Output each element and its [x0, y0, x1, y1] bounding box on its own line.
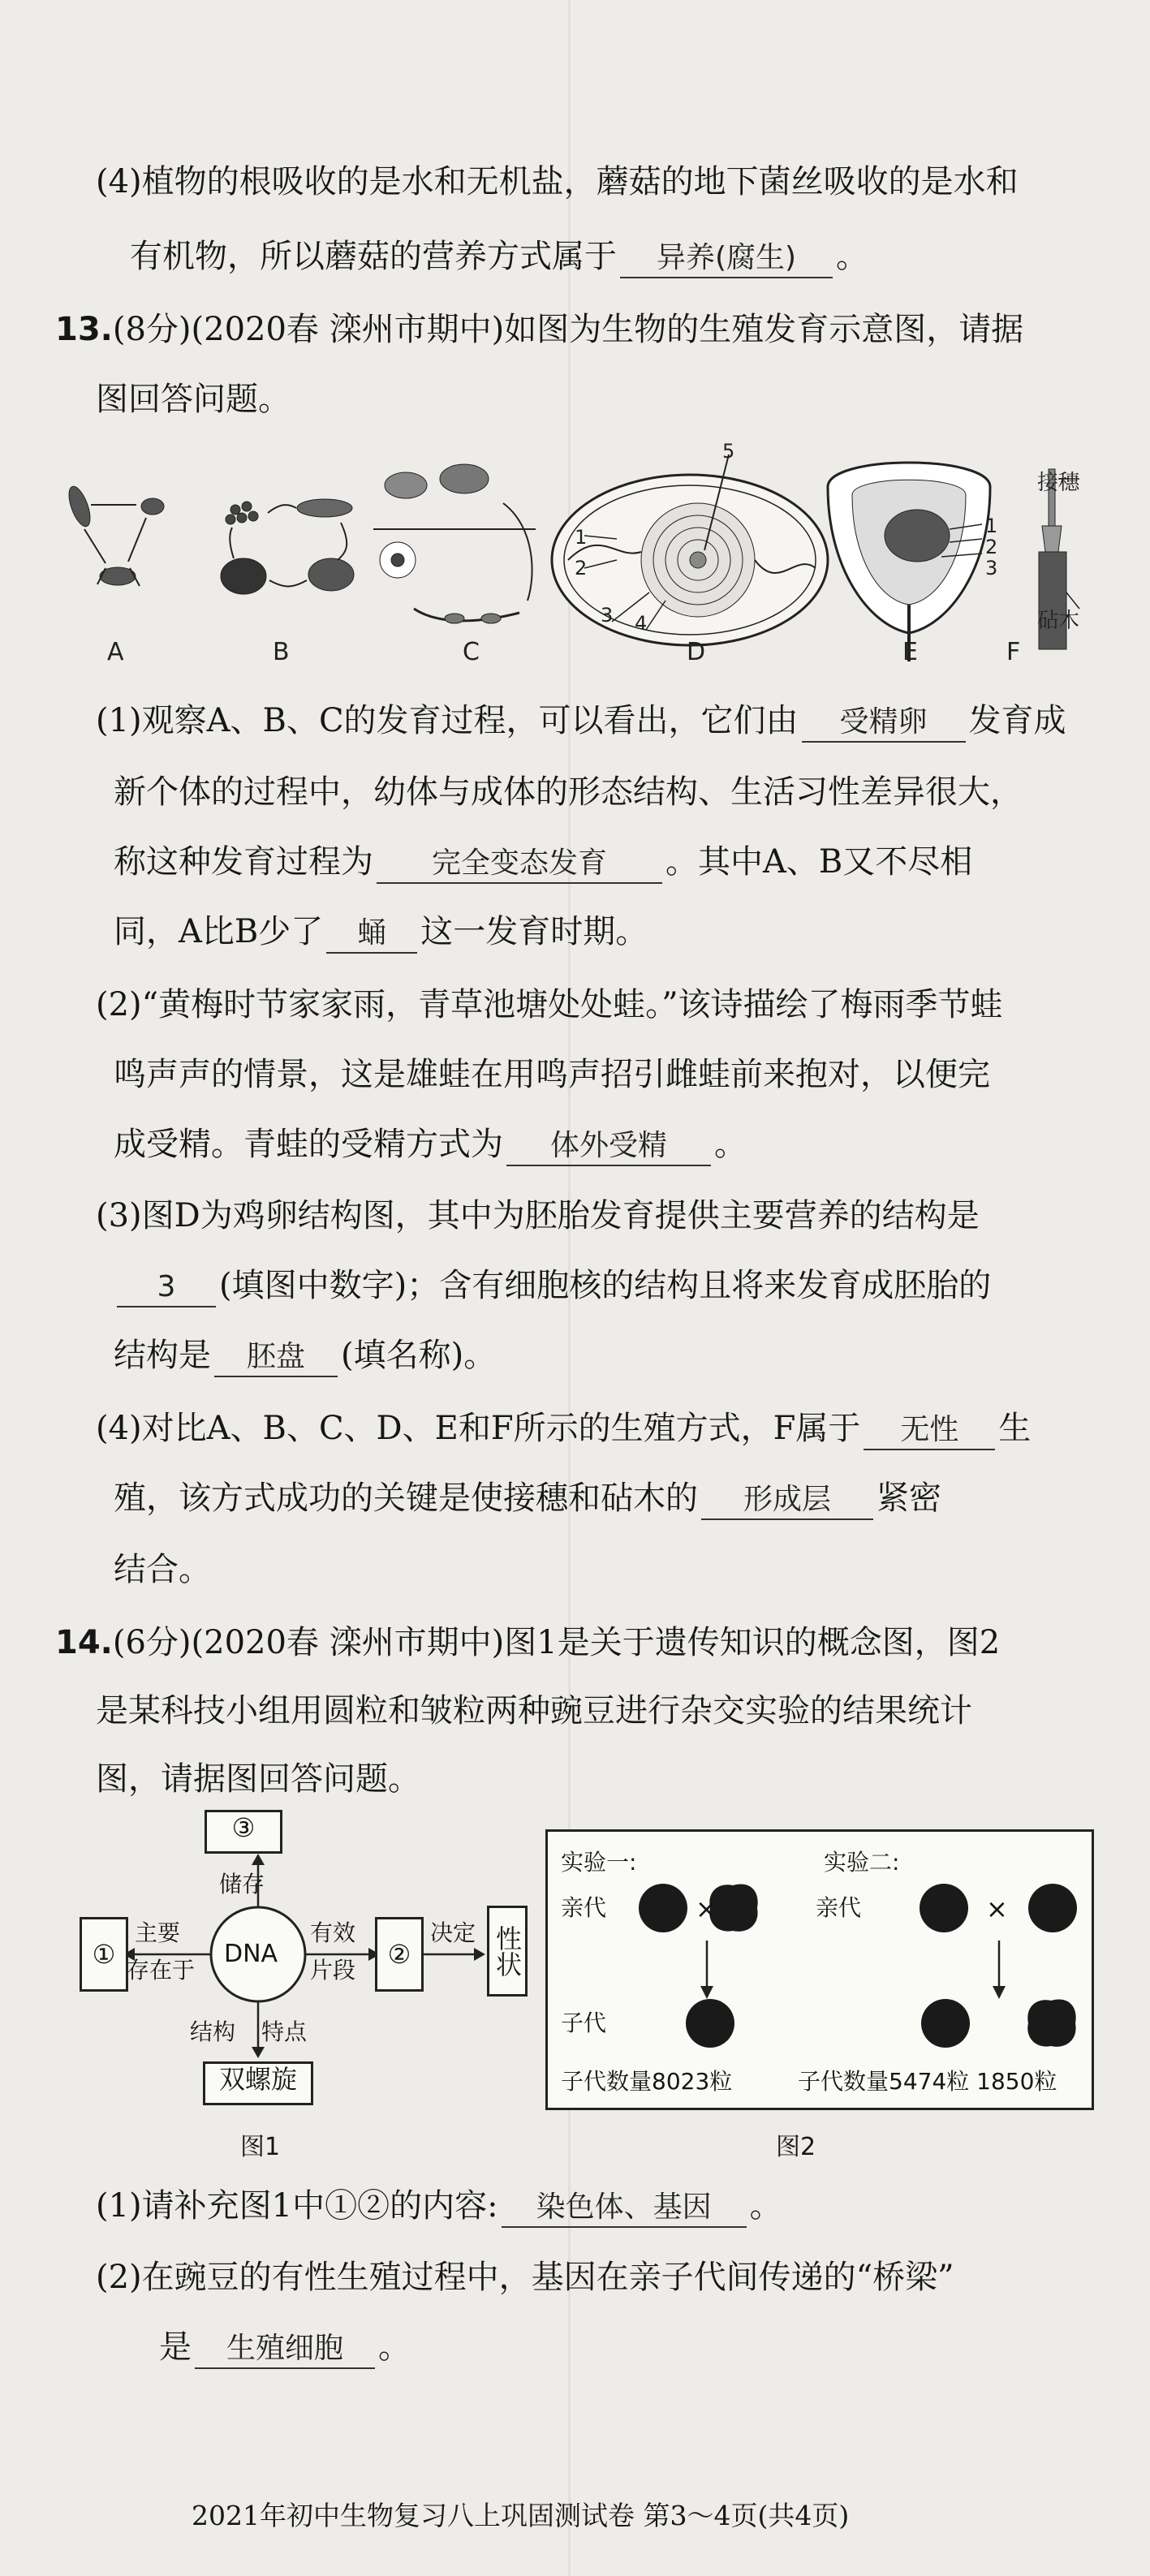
concept-label-exist: 存在于	[127, 1957, 196, 1984]
fig-e-num-3: 3	[985, 557, 998, 579]
figure-d-egg	[552, 454, 828, 645]
q13-p2-line1: (2)“黄梅时节家家雨，青草池塘处处蛙。”该诗描绘了梅雨季节蛙	[96, 986, 1003, 1023]
q13-header-line1	[55, 308, 1023, 351]
exp1-cross-symbol: ×	[696, 1893, 717, 1924]
q14-p2-answer: 生殖细胞	[195, 2330, 375, 2369]
q13-p4-answer1: 无性	[864, 1411, 995, 1450]
q13-p3-line2	[114, 1264, 991, 1307]
q13-p1-line3-prefix: 称这种发育过程为	[114, 843, 373, 881]
q13-p1-line4-suffix: 这一发育时期。	[420, 913, 648, 950]
concept-label-effective: 有效	[310, 1919, 356, 1946]
exp2-cross-symbol: ×	[986, 1893, 1008, 1924]
q13-p4-line2	[114, 1477, 941, 1520]
exp1-label: 实验一:	[561, 1849, 637, 1876]
q14-p2-line2-suffix: 。	[378, 2328, 411, 2366]
q14-p2-line2	[159, 2326, 411, 2369]
exp1-child-label: 子代	[561, 2010, 607, 2036]
q12-line2	[130, 235, 868, 278]
q14-header-line3: 图，请据图回答问题。	[96, 1760, 420, 1798]
fig-label-a: A	[107, 638, 124, 666]
exp1-count: 子代数量8023粒	[561, 2068, 733, 2095]
fig-f-scion-label: 接穗	[1037, 471, 1080, 495]
q14-header-text1: (6分)(2020春 滦州市期中)图1是关于遗传知识的概念图，图2	[112, 1624, 1001, 1661]
concept-box-1: ①	[80, 1917, 128, 1992]
q13-p3-line3-prefix: 结构是	[114, 1337, 211, 1374]
q12-line2-suffix: 。	[836, 238, 868, 275]
fig-label-b: B	[273, 638, 290, 666]
figure-b-cycle	[221, 499, 354, 594]
concept-label-feature: 特点	[261, 2018, 308, 2045]
q13-p4-line2-suffix: 紧密	[876, 1480, 941, 1517]
q13-p3-line3-suffix: (填名称)。	[341, 1337, 497, 1374]
figure2-caption: 图2	[776, 2133, 816, 2161]
q13-p1-answer2: 完全变态发育	[377, 845, 662, 884]
q13-p1-line1-prefix: (1)观察A、B、C的发育过程，可以看出，它们由	[96, 702, 799, 739]
q13-p1-line4-prefix: 同，A比B少了	[114, 913, 324, 950]
q13-header-text1: (8分)(2020春 滦州市期中)如图为生物的生殖发育示意图，请据	[112, 311, 1024, 348]
q13-p2-line3-prefix: 成受精。青蛙的受精方式为	[114, 1126, 503, 1163]
q12-line1: (4)植物的根吸收的是水和无机盐，蘑菇的地下菌丝吸收的是水和	[96, 163, 1019, 200]
figure-c-cycle	[373, 464, 536, 623]
q13-p2-line2: 鸣声声的情景，这是雄蛙在用鸣声招引雌蛙前来抱对，以便完	[114, 1056, 990, 1093]
exp2-count: 子代数量5474粒 1850粒	[798, 2068, 1057, 2095]
q13-p1-answer3: 蛹	[326, 915, 417, 954]
exp1-parent-label: 亲代	[561, 1894, 607, 1921]
concept-label-structure: 结构	[190, 2018, 236, 2045]
fig-d-num-5: 5	[722, 440, 735, 463]
q13-p2-answer: 体外受精	[506, 1127, 711, 1166]
concept-box-trait: 性状	[487, 1906, 528, 1997]
q14-p2-line1: (2)在豌豆的有性生殖过程中，基因在亲子代间传递的“桥梁”	[96, 2259, 954, 2296]
concept-box-3: ③	[205, 1810, 282, 1854]
fig-e-num-1: 1	[985, 515, 998, 537]
q14-p1-prefix: (1)请补充图1中①②的内容:	[96, 2187, 498, 2225]
figure-e-uterus	[828, 463, 990, 661]
q13-p3-answer1: 3	[117, 1269, 216, 1307]
q13-p1-line3	[114, 841, 972, 884]
q14-header-line1	[55, 1622, 1000, 1664]
concept-box-2: ②	[375, 1917, 424, 1992]
concept-label-segment: 片段	[310, 1957, 356, 1984]
fig-label-c: C	[463, 638, 480, 666]
q13-p4-line3: 结合。	[114, 1551, 211, 1588]
q13-p2-line3	[114, 1123, 747, 1166]
fig-d-num-4: 4	[635, 612, 648, 635]
q12-answer: 异养(腐生)	[620, 239, 833, 278]
q14-p1-line	[96, 2185, 782, 2228]
q13-p1-line2: 新个体的过程中，幼体与成体的形态结构、生活习性差异很大，	[114, 773, 1023, 811]
q13-p1-answer1: 受精卵	[802, 704, 966, 743]
page-footer: 2021年初中生物复习八上巩固测试卷 第3～4页(共4页)	[192, 2500, 850, 2531]
fig-d-num-3: 3	[601, 604, 614, 627]
figure1-caption: 图1	[240, 2133, 281, 2161]
concept-dna: DNA	[224, 1940, 278, 1968]
q14-p1-answer: 染色体、基因	[502, 2189, 747, 2228]
q14-number: 14.	[55, 1624, 113, 1661]
q13-header-line2: 图回答问题。	[96, 381, 291, 418]
q14-header-line2: 是某科技小组用圆粒和皱粒两种豌豆进行杂交实验的结果统计	[96, 1692, 972, 1730]
exp2-parent-label: 亲代	[816, 1894, 862, 1921]
reproduction-figure	[49, 438, 1120, 674]
q13-p1-line1-suffix: 发育成	[968, 702, 1066, 739]
fig-f-rootstock-label: 砧木	[1037, 609, 1080, 633]
q12-line2-prefix: 有机物，所以蘑菇的营养方式属于	[130, 238, 617, 275]
q13-p3-line2-suffix: (填图中数字)；含有细胞核的结构且将来发育成胚胎的	[219, 1267, 992, 1304]
fig-label-e: E	[902, 638, 918, 666]
concept-label-main: 主要	[135, 1919, 181, 1946]
q14-p2-line2-prefix: 是	[159, 2328, 192, 2366]
q13-p1-line4	[114, 911, 648, 954]
experiment-figure	[545, 1829, 1094, 2110]
q13-p4-line1	[96, 1407, 1031, 1450]
q14-p1-suffix: 。	[749, 2187, 782, 2225]
fig-label-d: D	[687, 638, 706, 666]
q13-p4-line2-prefix: 殖，该方式成功的关键是使接穗和砧木的	[114, 1480, 698, 1517]
q13-p1-line1	[96, 700, 1066, 743]
figure-a-cycle	[65, 484, 164, 586]
q13-p4-line1-suffix: 生	[998, 1410, 1032, 1447]
fig-d-num-1: 1	[575, 526, 588, 549]
q13-p3-answer2: 胚盘	[214, 1338, 338, 1377]
fig-label-f: F	[1006, 638, 1021, 666]
q13-p2-line3-suffix: 。	[714, 1126, 747, 1163]
q13-p4-line1-prefix: (4)对比A、B、C、D、E和F所示的生殖方式，F属于	[96, 1410, 861, 1447]
fig-e-num-2: 2	[985, 536, 998, 558]
q13-p3-line3	[114, 1334, 496, 1377]
q13-p3-line1: (3)图D为鸡卵结构图，其中为胚胎发育提供主要营养的结构是	[96, 1197, 980, 1234]
concept-box-helix: 双螺旋	[203, 2061, 313, 2105]
concept-label-store: 储存	[219, 1871, 265, 1898]
q13-number: 13.	[55, 311, 113, 348]
exp2-label: 实验二:	[824, 1849, 900, 1876]
q13-p1-line3-suffix: 。其中A、B又不尽相	[665, 843, 973, 881]
fig-d-num-2: 2	[575, 557, 588, 579]
concept-label-decide: 决定	[430, 1919, 476, 1946]
q13-p4-answer2: 形成层	[701, 1481, 873, 1520]
